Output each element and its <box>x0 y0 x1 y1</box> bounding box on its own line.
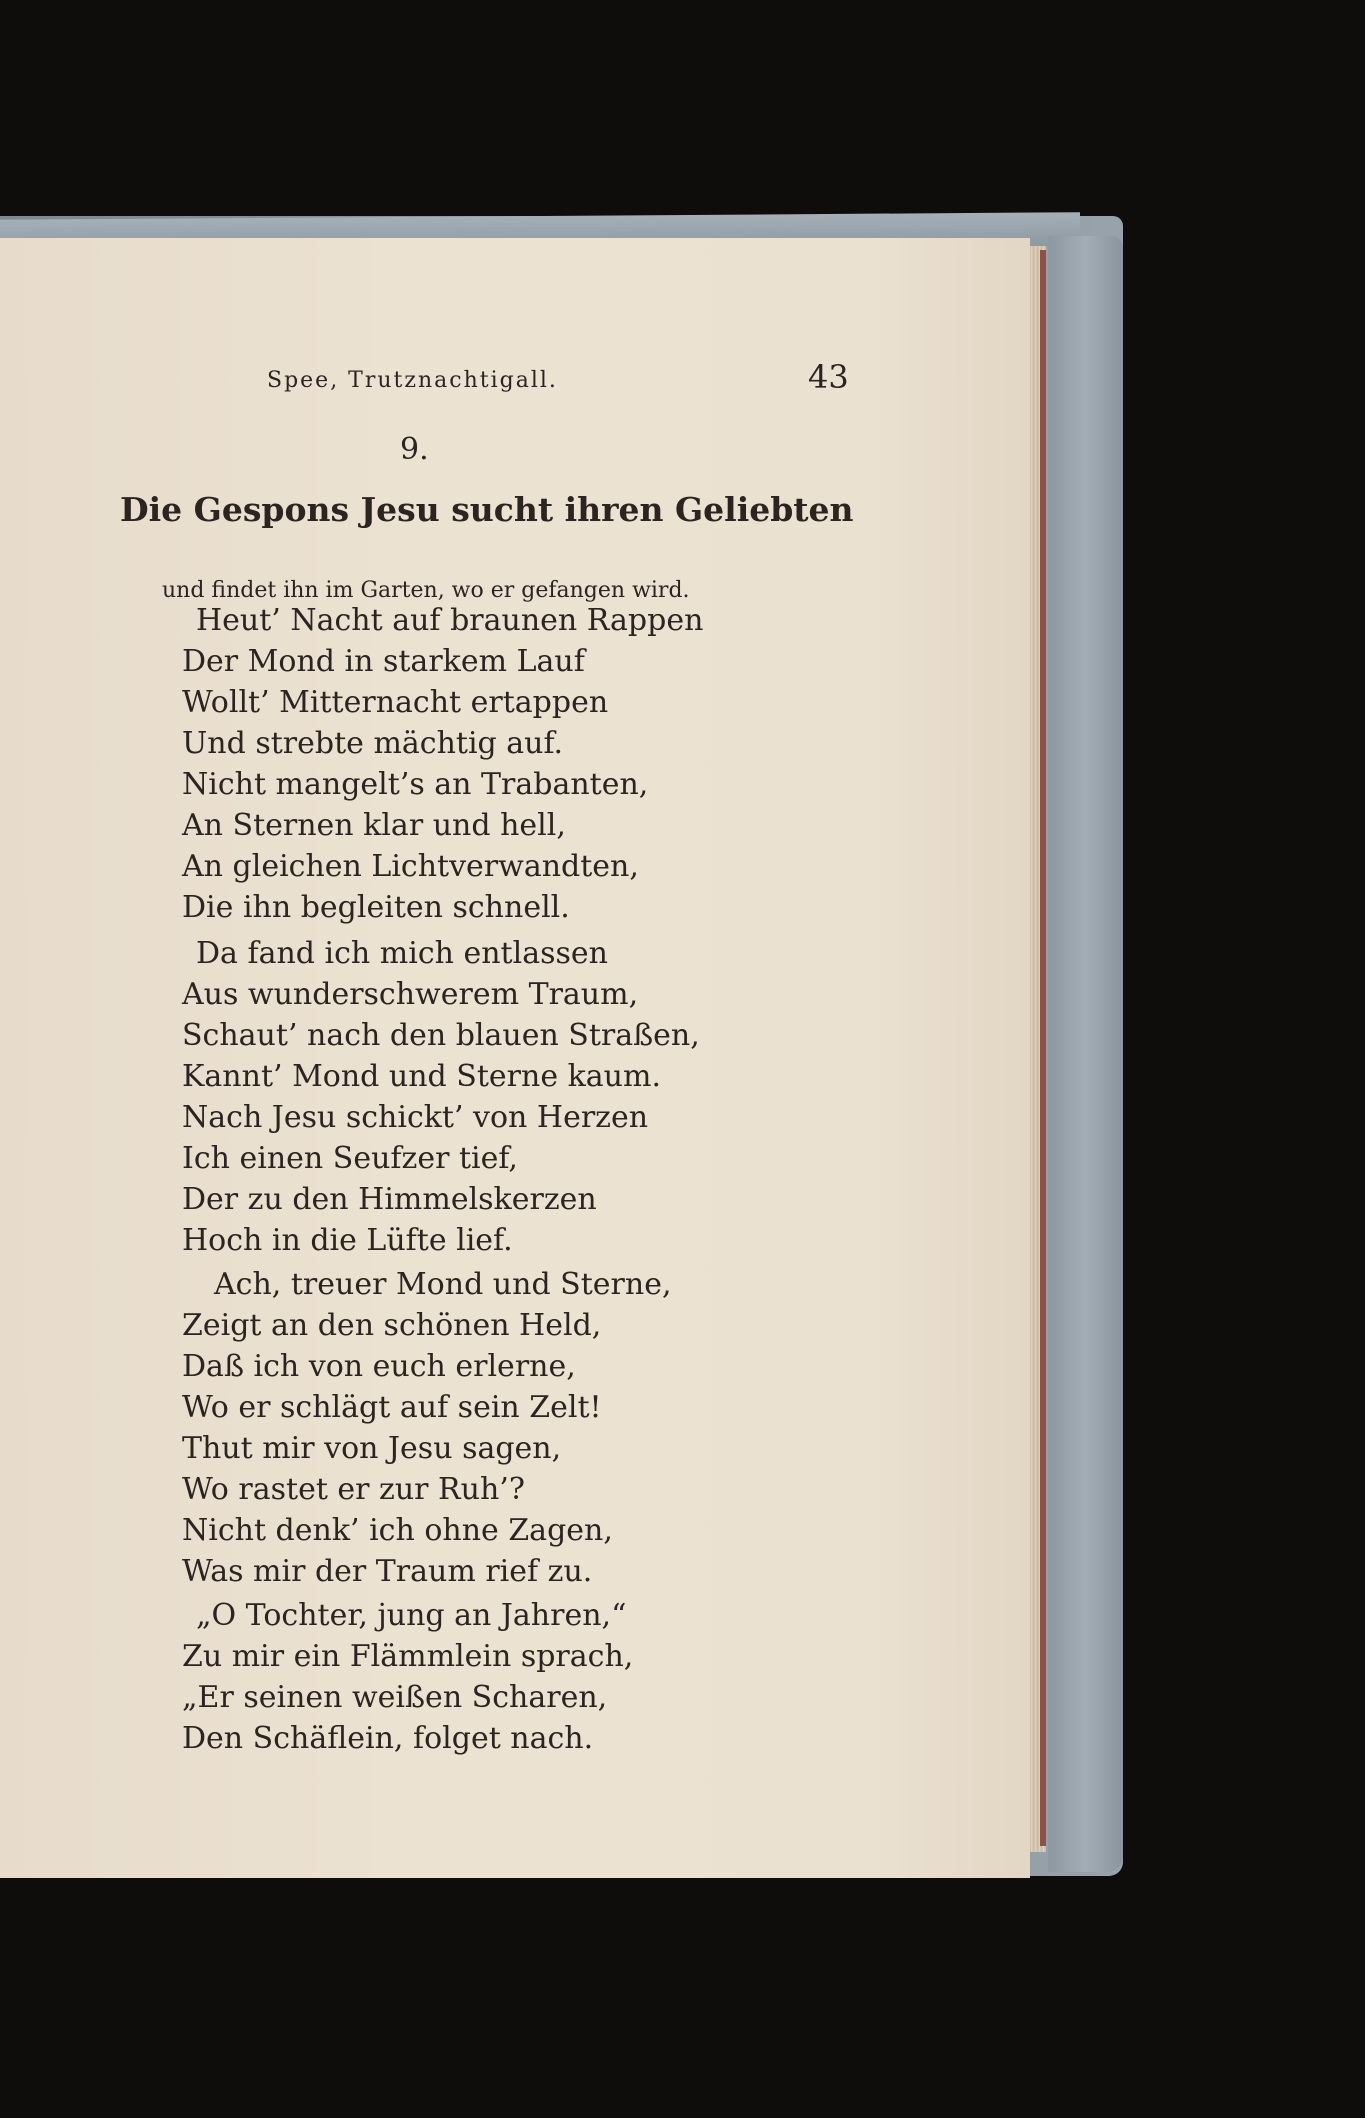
verse-line: Zeigt an den schönen Held, <box>182 1308 602 1343</box>
verse-line: Wo rastet er zur Ruh’? <box>182 1472 525 1507</box>
verse-line: Der Mond in starkem Lauf <box>182 644 585 679</box>
verse-line: Hoch in die Lüfte lief. <box>182 1223 513 1258</box>
verse-line: Ich einen Seufzer tief, <box>182 1141 518 1176</box>
verse-line: Schaut’ nach den blauen Straßen, <box>182 1018 700 1053</box>
verse-line: Daß ich von euch erlerne, <box>182 1349 576 1384</box>
verse-line: Ach, treuer Mond und Sterne, <box>214 1267 672 1302</box>
verse-line: Zu mir ein Flämmlein sprach, <box>182 1639 634 1674</box>
poem-title: Die Gespons Jesu sucht ihren Geliebten <box>120 490 854 529</box>
verse-line: Nicht denk’ ich ohne Zagen, <box>182 1513 613 1548</box>
verse-line: Da fand ich mich entlassen <box>196 936 608 971</box>
verse-line: Wo er schlägt auf sein Zelt! <box>182 1390 602 1425</box>
verse-line: Heut’ Nacht auf braunen Rappen <box>196 603 704 638</box>
verse-line: Den Schäflein, folget nach. <box>182 1721 594 1756</box>
verse-line: An Sternen klar und hell, <box>182 808 566 843</box>
running-head: Spee, Trutznachtigall. <box>267 368 558 393</box>
page-edge-red-stripe <box>1040 250 1046 1846</box>
verse-line: Thut mir von Jesu sagen, <box>182 1431 562 1466</box>
verse-line: Kannt’ Mond und Sterne kaum. <box>182 1059 661 1094</box>
verse-line: Wollt’ Mitternacht ertappen <box>182 685 609 720</box>
verse-line: Aus wunderschwerem Traum, <box>182 977 639 1012</box>
verse-line: Der zu den Himmelskerzen <box>182 1182 597 1217</box>
verse-line: Nach Jesu schickt’ von Herzen <box>182 1100 649 1135</box>
poem-subtitle: und findet ihn im Garten, wo er gefangen wird. <box>162 578 690 603</box>
verse-line: Was mir der Traum rief zu. <box>182 1554 593 1589</box>
page-number: 43 <box>808 358 849 396</box>
verse-line: An gleichen Lichtverwandten, <box>182 849 639 884</box>
verse-line: „O Tochter, jung an Jahren,“ <box>196 1598 627 1633</box>
verse-line: Und strebte mächtig auf. <box>182 726 564 761</box>
verse-line: „Er seinen weißen Scharen, <box>182 1680 608 1715</box>
verse-line: Die ihn begleiten schnell. <box>182 890 570 925</box>
book-cover-side-edge <box>1048 236 1123 1872</box>
verse-line: Nicht mangelt’s an Trabanten, <box>182 767 649 802</box>
poem-number: 9. <box>400 432 429 467</box>
